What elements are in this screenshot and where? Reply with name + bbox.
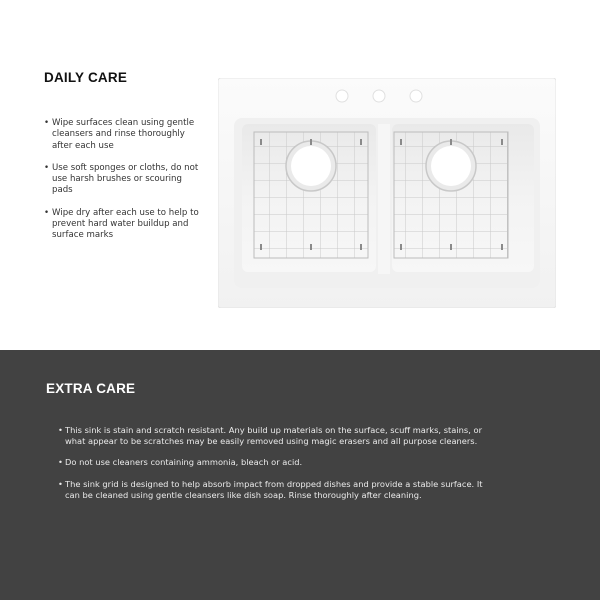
daily-care-title: DAILY CARE xyxy=(44,70,128,85)
extra-care-title: EXTRA CARE xyxy=(46,381,136,396)
daily-care-item: • Wipe dry after each use to help to prevent hard water buildup and surface marks xyxy=(44,208,204,242)
sink-product-image xyxy=(218,78,556,308)
daily-care-item: • Wipe surfaces clean using gentle cleansers and rinse thoroughly after each use xyxy=(44,118,204,152)
extra-care-item: • The sink grid is designed to help absorb impact from dropped dishes and provide a stable surface. It can be cleaned using gentle cleansers like dish soap. Rinse thoroughly after cleaning. xyxy=(58,479,488,501)
daily-care-list xyxy=(44,118,204,253)
right-bowl xyxy=(392,124,534,272)
left-bowl xyxy=(242,124,376,272)
extra-care-item: • This sink is stain and scratch resistant. Any build up materials on the surface, scuff marks, stains, or what appear to be scratches may be easily removed using magic erasers and all purpose cleaners. xyxy=(58,425,488,447)
extra-care-list xyxy=(58,425,488,511)
daily-care-item: • Use soft sponges or cloths, do not use harsh brushes or scouring pads xyxy=(44,163,204,197)
extra-care-item: • Do not use cleaners containing ammonia, bleach or acid. xyxy=(58,457,488,468)
